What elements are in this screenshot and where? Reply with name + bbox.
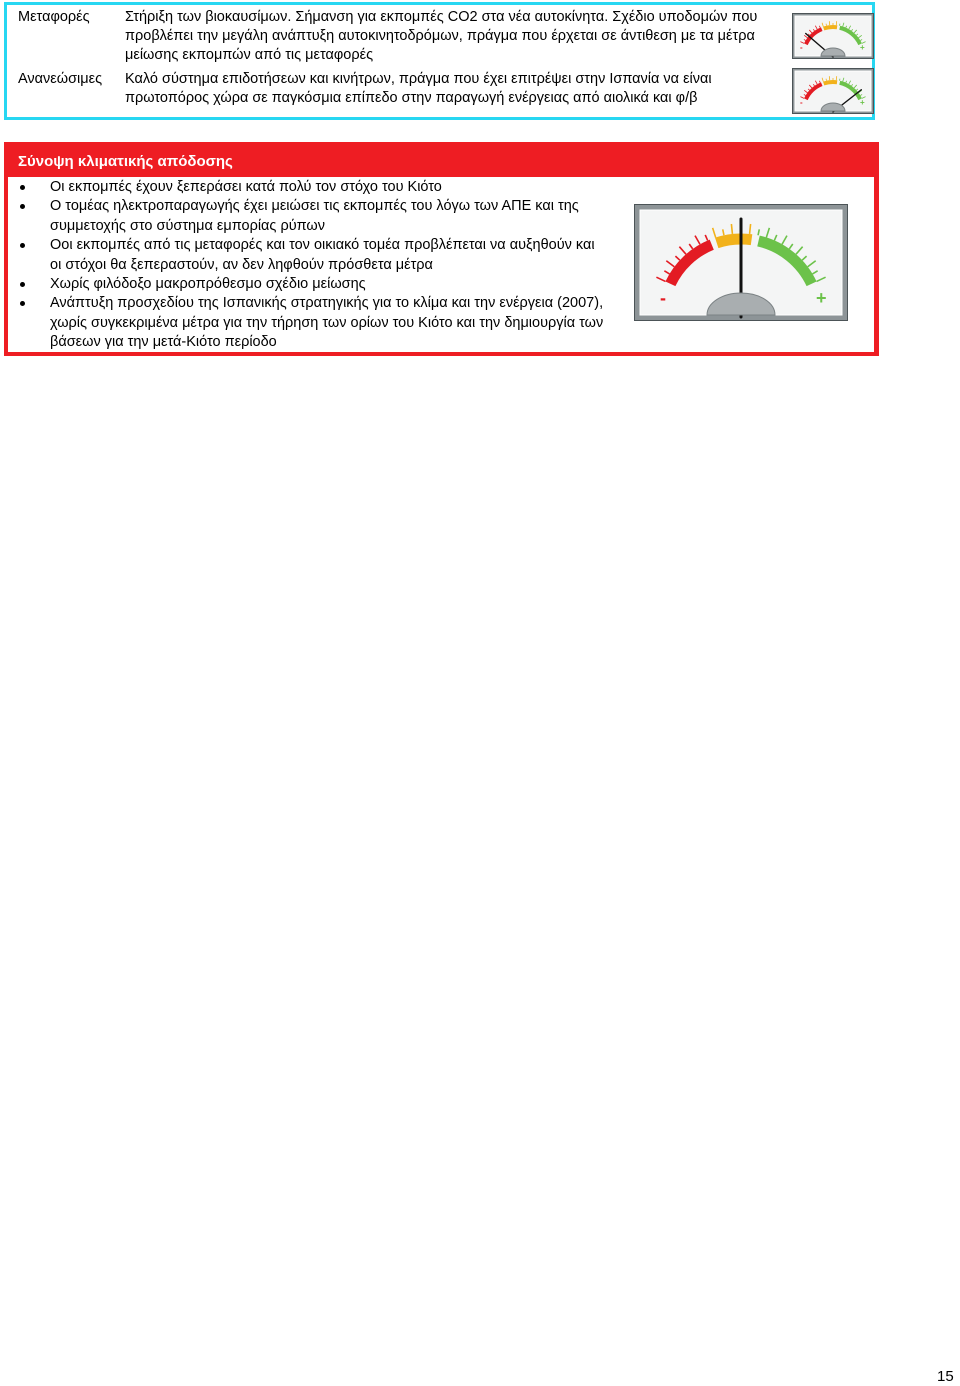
summary-title: Σύνοψη κλιματικής απόδοσης	[18, 153, 233, 170]
summary-bullet-text: Ο τομέας ηλεκτροπαραγωγής έχει μειώσει τις εκπομπές του λόγω των ΑΠΕ και της συμμετοχής στο σύστημα εμπορίας ρύπων	[50, 198, 579, 234]
sector-row-transport	[7, 8, 872, 70]
gauge-minus-label: -	[800, 43, 803, 52]
sector-table	[4, 2, 875, 120]
summary-bullet-text: Ανάπτυξη προσχεδίου της Ισπανικής στρατηγικής για το κλίμα και την ενέργεια (2007), χωρίς συγκεκριμένα μέτρα για την τήρηση των ορίων του Κιότο και την δημιουργία των βάσεων για την μετά-Κιότο περίοδο	[50, 295, 604, 351]
gauge-tick	[750, 224, 751, 234]
summary-content	[8, 177, 874, 352]
summary-bullet	[8, 197, 608, 236]
gauge-plus-label: +	[816, 288, 827, 308]
sector-name: Μεταφορές	[18, 9, 90, 25]
bullet-dot-icon	[20, 243, 25, 248]
sector-description: Στήριξη των βιοκαυσίμων. Σήμανση για εκπομπές CO2 στα νέα αυτοκίνητα. Σχέδιο υποδομών που προβλέπει την μεγάλη ανάπτυξη αυτοκινητοδρόμων, πράγμα που έρχεται σε άντιθεση με τα μέτρα μείωσης εκπομπών από τις μεταφορές	[125, 9, 758, 63]
summary-bullet	[8, 236, 608, 275]
gauge-arc-segment	[824, 82, 837, 83]
summary-bullet-list	[8, 178, 608, 353]
gauge-minus-label: -	[660, 288, 666, 308]
climate-summary-box	[4, 142, 879, 356]
summary-bullet-text: Χωρίς φιλόδοξο μακροπρόθεσμο σχέδιο μείωσης	[50, 276, 366, 293]
gauge-arc-segment	[824, 27, 837, 28]
summary-bullet-text: Οι εκπομπές έχουν ξεπεράσει κατά πολύ τον στόχο του Κιότο	[50, 179, 442, 195]
performance-gauge-icon	[792, 13, 874, 59]
bullet-dot-icon	[20, 301, 25, 306]
sector-name: Ανανεώσιμες	[18, 71, 103, 87]
summary-bullet	[8, 275, 608, 294]
performance-gauge-icon	[792, 68, 874, 114]
gauge-plus-label: +	[860, 98, 865, 107]
sector-row-renewables	[7, 70, 872, 120]
bullet-dot-icon	[20, 185, 25, 190]
gauge-tick	[731, 224, 732, 234]
bullet-dot-icon	[20, 282, 25, 287]
sector-description: Καλό σύστημα επιδοτήσεων και κινήτρων, πράγμα που έχει επιτρέψει στην Ισπανία να είναι πρωτοπόρος χώρα σε παγκόσμια επίπεδο στην παραγωγή ενέργειας από αιολικά και φ/β	[125, 71, 712, 106]
summary-bullet-text: Οοι εκπομπές από τις μεταφορές και τον οικιακό τομέα προβλέπεται να αυξηθούν και οι στόχοι θα ξεπεραστούν, αν δεν ληφθούν πρόσθετα μέτρα	[50, 237, 595, 273]
summary-bullet	[8, 294, 608, 352]
page-number: 15	[937, 1368, 954, 1385]
summary-bullet	[8, 178, 608, 197]
gauge-minus-label: -	[800, 98, 803, 107]
gauge-plus-label: +	[860, 43, 865, 52]
gauge-arc-segment	[717, 239, 752, 243]
bullet-dot-icon	[20, 204, 25, 209]
performance-gauge-icon	[634, 204, 848, 321]
